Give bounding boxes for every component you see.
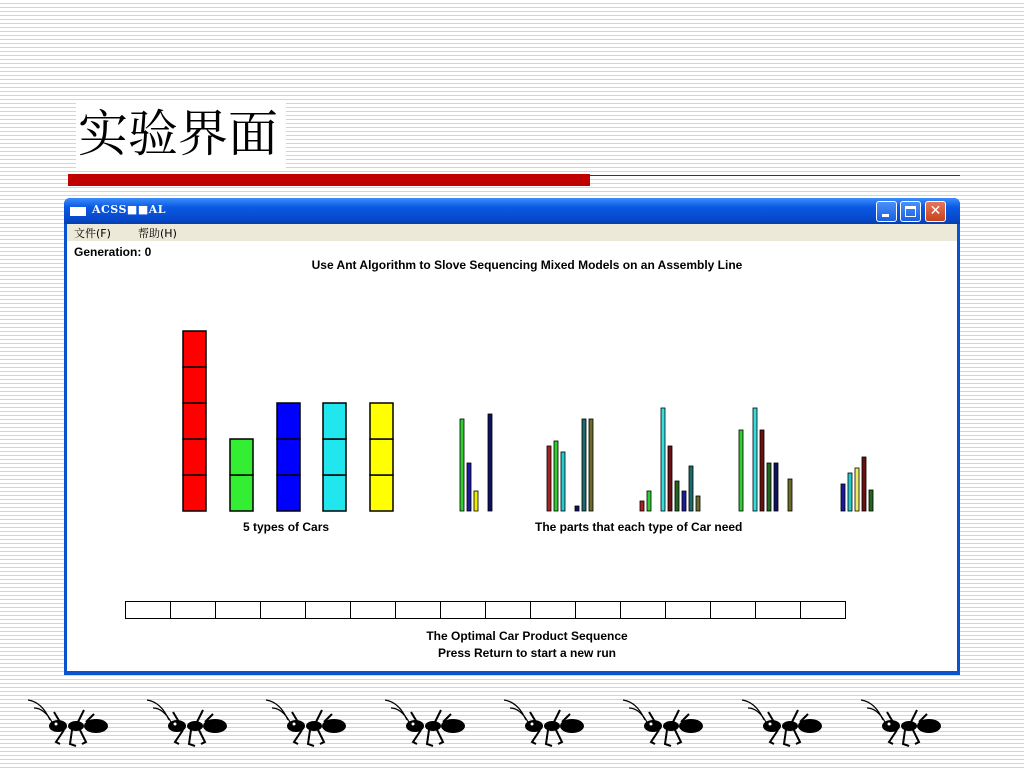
ant-decoration-row bbox=[20, 696, 1020, 756]
sequence-slot bbox=[125, 601, 171, 619]
sequence-slot bbox=[665, 601, 711, 619]
ant-icon bbox=[615, 696, 705, 756]
parts-group-1 bbox=[460, 414, 492, 511]
part-bar bbox=[575, 506, 579, 511]
sequence-slot bbox=[170, 601, 216, 619]
sequence-slot bbox=[710, 601, 756, 619]
part-bar bbox=[488, 414, 492, 511]
car-unit bbox=[183, 475, 206, 511]
part-bar bbox=[668, 446, 672, 511]
parts-group-5 bbox=[841, 457, 873, 511]
ant-icon bbox=[496, 696, 586, 756]
part-bar bbox=[753, 408, 757, 511]
sequence-slot bbox=[620, 601, 666, 619]
close-button[interactable] bbox=[925, 201, 946, 222]
sequence-label: The Optimal Car Product Sequence bbox=[426, 629, 628, 643]
sequence-slot bbox=[260, 601, 306, 619]
car-unit bbox=[183, 403, 206, 439]
ant-icon bbox=[377, 696, 467, 756]
close-icon: ✕ bbox=[929, 203, 942, 219]
part-bar bbox=[554, 441, 558, 511]
part-bar bbox=[589, 419, 593, 511]
part-bar bbox=[855, 468, 859, 511]
sequence-slot bbox=[215, 601, 261, 619]
ant-icon bbox=[734, 696, 824, 756]
part-bar bbox=[460, 419, 464, 511]
car-unit bbox=[183, 331, 206, 367]
menu-file[interactable]: 文件(F) bbox=[74, 227, 111, 240]
window-titlebar[interactable] bbox=[64, 198, 960, 224]
car-stack-1 bbox=[183, 331, 206, 511]
run-prompt: Press Return to start a new run bbox=[437, 646, 617, 660]
car-unit bbox=[323, 403, 346, 439]
car-unit bbox=[370, 475, 393, 511]
car-unit bbox=[323, 439, 346, 475]
window-title: ACSS■■AL bbox=[92, 203, 166, 216]
minimize-button[interactable] bbox=[876, 201, 897, 222]
sequence-slot bbox=[530, 601, 576, 619]
part-bar bbox=[788, 479, 792, 511]
car-unit bbox=[230, 439, 253, 475]
ant-icon bbox=[139, 696, 229, 756]
parts-group-3 bbox=[640, 408, 700, 511]
footer-divider bbox=[68, 690, 956, 691]
maximize-icon bbox=[905, 206, 916, 217]
parts-label: The parts that each type of Car need bbox=[535, 520, 743, 534]
sequence-slot bbox=[575, 601, 621, 619]
part-bar bbox=[760, 430, 764, 511]
car-unit bbox=[277, 439, 300, 475]
app-icon[interactable] bbox=[70, 207, 86, 216]
part-bar bbox=[869, 490, 873, 511]
maximize-button[interactable] bbox=[900, 201, 921, 222]
part-bar bbox=[467, 463, 471, 511]
car-stack-2 bbox=[230, 439, 253, 511]
car-stack-3 bbox=[277, 403, 300, 511]
generation-counter: Generation: 0 bbox=[74, 245, 152, 259]
sequence-slot bbox=[305, 601, 351, 619]
menu-help[interactable]: 帮助(H) bbox=[138, 227, 177, 240]
part-bar bbox=[675, 481, 679, 511]
title-underline-red bbox=[68, 174, 590, 186]
car-unit bbox=[277, 403, 300, 439]
visualization-canvas bbox=[67, 241, 957, 571]
part-bar bbox=[841, 484, 845, 511]
part-bar bbox=[547, 446, 551, 511]
car-unit bbox=[183, 367, 206, 403]
ant-icon bbox=[853, 696, 943, 756]
part-bar bbox=[682, 491, 686, 511]
part-bar bbox=[862, 457, 866, 511]
car-unit bbox=[370, 439, 393, 475]
parts-group-4 bbox=[739, 408, 792, 511]
part-bar bbox=[647, 491, 651, 511]
part-bar bbox=[774, 463, 778, 511]
car-stack-4 bbox=[323, 403, 346, 511]
part-bar bbox=[767, 463, 771, 511]
sequence-slot bbox=[395, 601, 441, 619]
app-heading: Use Ant Algorithm to Slove Sequencing Mixed Models on an Assembly Line bbox=[311, 258, 743, 272]
car-unit bbox=[323, 475, 346, 511]
part-bar bbox=[474, 491, 478, 511]
parts-group-2 bbox=[547, 419, 593, 511]
sequence-slot bbox=[350, 601, 396, 619]
car-unit bbox=[230, 475, 253, 511]
car-stack-5 bbox=[370, 403, 393, 511]
car-unit bbox=[183, 439, 206, 475]
sequence-row bbox=[125, 601, 845, 619]
car-unit bbox=[277, 475, 300, 511]
ant-icon bbox=[20, 696, 110, 756]
sequence-slot bbox=[440, 601, 486, 619]
cars-label: 5 types of Cars bbox=[243, 520, 330, 534]
app-window bbox=[64, 198, 960, 675]
menu-bar bbox=[67, 224, 957, 241]
sequence-slot bbox=[800, 601, 846, 619]
sequence-slot bbox=[485, 601, 531, 619]
part-bar bbox=[661, 408, 665, 511]
minimize-icon bbox=[882, 214, 889, 217]
part-bar bbox=[848, 473, 852, 511]
part-bar bbox=[696, 496, 700, 511]
part-bar bbox=[561, 452, 565, 511]
client-area bbox=[67, 241, 957, 671]
car-unit bbox=[370, 403, 393, 439]
part-bar bbox=[582, 419, 586, 511]
part-bar bbox=[739, 430, 743, 511]
sequence-slot bbox=[755, 601, 801, 619]
ant-icon bbox=[258, 696, 348, 756]
slide-title: 实验界面 bbox=[76, 100, 286, 168]
part-bar bbox=[689, 466, 693, 511]
title-underline-thin bbox=[590, 175, 960, 176]
part-bar bbox=[640, 501, 644, 511]
